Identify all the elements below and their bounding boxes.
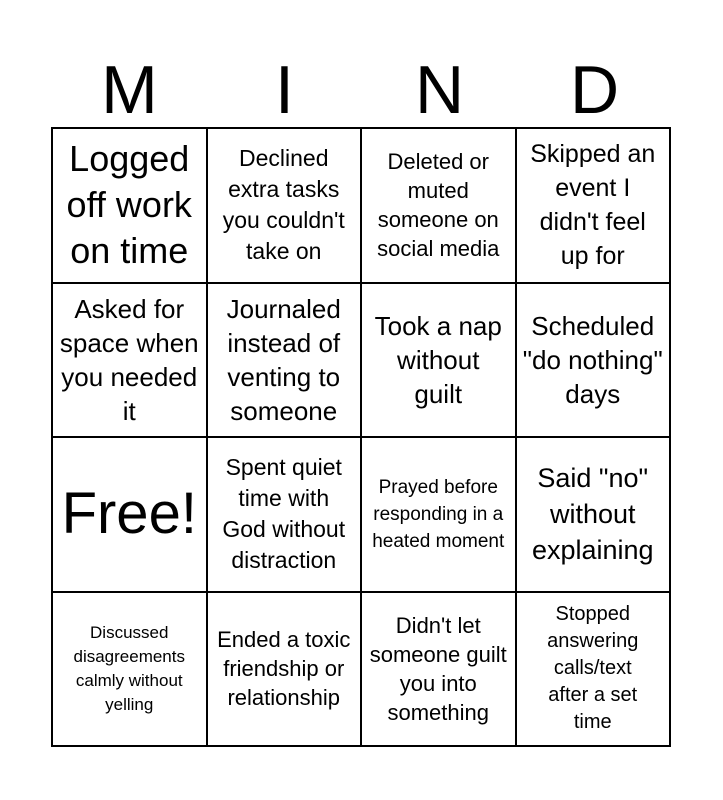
bingo-cell[interactable]: [517, 284, 672, 439]
bingo-grid: [51, 127, 671, 747]
header-letter-i: I: [275, 52, 294, 128]
cell-text: Skipped an event I didn't feel up for: [530, 140, 656, 271]
cell-text: Took a nap without guilt: [374, 310, 502, 409]
free-space-cell[interactable]: [53, 438, 208, 593]
cell-text: Prayed before responding in a heated moment: [372, 476, 505, 552]
bingo-cell[interactable]: [53, 284, 208, 439]
cell-text: Said "no" without explaining: [531, 463, 654, 566]
bingo-cell[interactable]: [362, 284, 517, 439]
bingo-cell[interactable]: [362, 593, 517, 748]
bingo-cell[interactable]: [53, 593, 208, 748]
cell-text: Declined extra tasks you couldn't take on: [222, 145, 345, 265]
header-letter-d: D: [569, 52, 620, 128]
cell-text: Journaled instead of venting to someone: [226, 293, 341, 426]
cell-text: Spent quiet time with God without distraction: [222, 454, 346, 574]
cell-text: Didn't let someone guilt you into something: [369, 612, 507, 725]
header-letter-n: N: [414, 52, 465, 128]
cell-text: Deleted or muted someone on social media: [377, 149, 500, 262]
bingo-cell[interactable]: [517, 438, 672, 593]
cell-text: Asked for space when you needed it: [59, 293, 199, 426]
cell-text: Discussed disagreements calmly without yelling: [73, 622, 185, 714]
bingo-header: [52, 52, 672, 128]
cell-text: Logged off work on time: [66, 138, 192, 272]
free-space-text: Free!: [61, 481, 197, 547]
bingo-cell[interactable]: [208, 284, 363, 439]
cell-text: Scheduled "do nothing" days: [522, 310, 663, 409]
header-letter-m: M: [101, 52, 158, 128]
cell-text: Stopped answering calls/text after a set time: [547, 603, 639, 734]
cell-text: Ended a toxic friendship or relationship: [217, 627, 351, 711]
bingo-cell[interactable]: [517, 593, 672, 748]
bingo-cell[interactable]: [208, 129, 363, 284]
bingo-cell[interactable]: [362, 438, 517, 593]
bingo-cell[interactable]: [517, 129, 672, 284]
bingo-cell[interactable]: [53, 129, 208, 284]
bingo-cell[interactable]: [208, 593, 363, 748]
bingo-cell[interactable]: [208, 438, 363, 593]
bingo-cell[interactable]: [362, 129, 517, 284]
